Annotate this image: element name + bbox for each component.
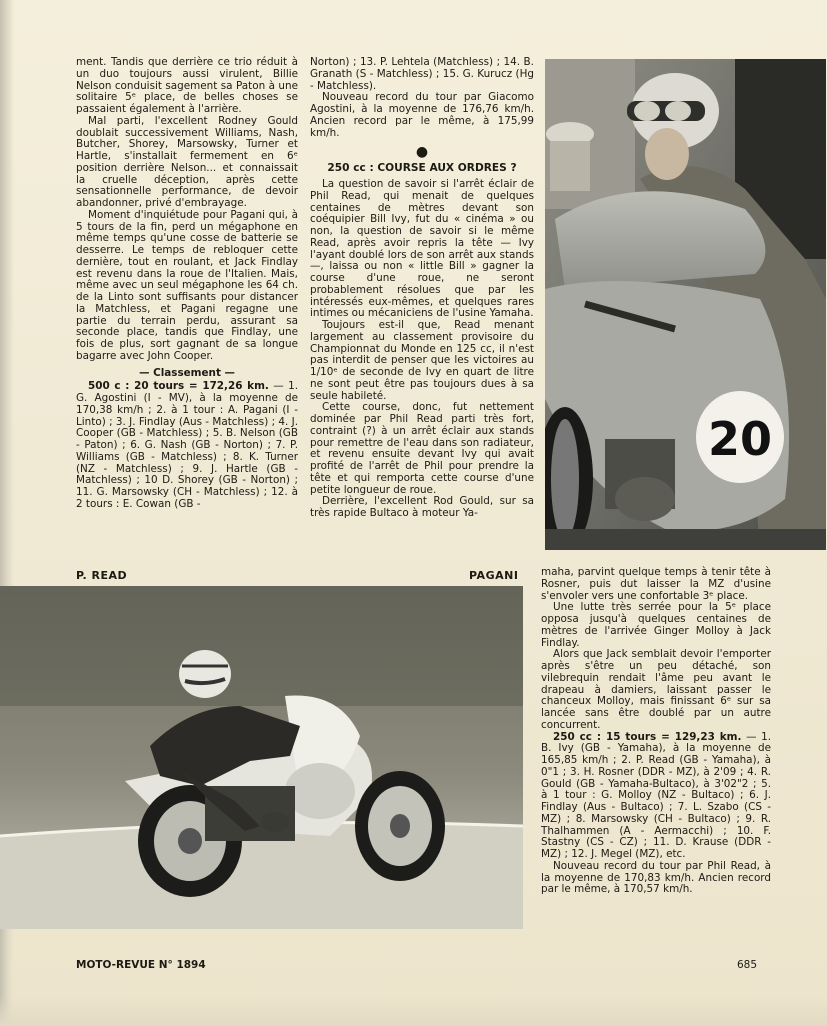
article-column-3: [541, 567, 771, 896]
photo-read: [0, 586, 523, 929]
paragraph: Cette course, donc, fut nettement dominée par Phil Read parti très fort, contraint (?) à un arrêt éclair aux stands pour remettre de l'eau dans son radiateur, et revenu ensuite devant Ivy qui avait profité de l'arrêt de Phil pour prendre la tête et qui remporta cette course d'une petite longueur de roue.: [310, 401, 534, 496]
article-column-1: [76, 57, 298, 511]
results-500: [76, 381, 298, 510]
fairing-number: 20: [707, 412, 773, 466]
photo-pagani-svg: [545, 59, 826, 550]
paragraph: Derrière, l'excellent Rod Gould, sur sa très rapide Bultaco à moteur Ya-: [310, 495, 534, 519]
page-bottom-edge: [0, 995, 827, 1026]
paragraph: Une lutte très serrée pour la 5ᵉ place opposa jusqu'à quelques centaines de mètres de l'arrivée Ginger Molloy à Jack Findlay.: [541, 601, 771, 649]
lap-record-250: Nouveau record du tour par Phil Read, à la moyenne de 170,83 km/h. Ancien record par le même, à 170,57 km/h.: [541, 859, 771, 896]
results-250-title: 250 cc : 15 tours = 129,23 km.: [553, 730, 742, 743]
lap-record-500: Nouveau record du tour par Giacomo Agostini, à la moyenne de 176,76 km/h. Ancien record par le même, à 175,99 km/h.: [310, 91, 534, 139]
results-500-continued: Norton) ; 13. P. Lehtela (Matchless) ; 14. B. Granath (S - Matchless) ; 15. G. Kurucz (Hg - Matchless).: [310, 56, 534, 92]
results-250: [541, 732, 771, 861]
classement-heading: — Classement —: [139, 366, 235, 379]
article-column-2: [310, 57, 534, 520]
section-heading-250: 250 cc : COURSE AUX ORDRES ?: [327, 162, 517, 175]
footer-page-number: 685: [737, 959, 758, 971]
photo-caption-read: P. READ: [76, 569, 128, 582]
results-500-body: — 1. G. Agostini (I - MV), à la moyenne de 170,38 km/h ; 2. à 1 tour : A. Pagani (I - Linto) ; 3. J. Findlay (Aus - Matchless) ; 4. J. Cooper (GB - Matchless) ; 5. B. Nelson (GB - Paton) ; 6. G. Nash (GB - Norton) ; 7. P. Williams (GB - Matchless) ; 8. K. Turner (NZ - Matchless) ; 9. J. Hartle (GB - Matchless) ; 10 D. Shorey (GB - Norton) ; 11. G. Marsowsky (CH - Matchless) ; 12. à 2 tours : E. Cowan (GB -: [76, 380, 298, 510]
paragraph: Alors que Jack semblait devoir l'emporter après s'être un peu détaché, son vilebrequin rendait l'âme peu avant le drapeau à damiers, laissant passer le chanceux Molloy, mais finissant 6ᵉ sur sa lancée sans être doublé par un autre concurrent.: [541, 648, 771, 731]
paragraph: ment. Tandis que derrière ce trio réduit à un duo toujours aussi virulent, Billie Nelson conduisit sagement sa Paton à une solitaire 5ᵉ place, de belles choses se passaient également à l'arrière.: [76, 56, 298, 115]
section-bullet: ●: [415, 144, 429, 161]
paragraph: Moment d'inquiétude pour Pagani qui, à 5 tours de la fin, perd un mégaphone en même temps qu'une cosse de batterie se desserre. Le temps de rebloquer cette dernière, tout en roulant, et Jack Findlay est revenu dans la roue de l'Italien. Mais, même avec un seul mégaphone les 64 ch. de la Linto sont suffisants pour distancer la Matchless, et Pagani regagne une partie du terrain perdu, assurant sa seconde place, tandis que Findlay, une fois de plus, sort gagnant de sa longue bagarre avec John Cooper.: [76, 208, 298, 362]
photo-caption-pagani: PAGANI: [469, 569, 519, 582]
photo-pagani: [545, 59, 826, 550]
results-250-body: — 1. B. Ivy (GB - Yamaha), à la moyenne de 165,85 km/h ; 2. P. Read (GB - Yamaha), à 0"1 ; 3. H. Rosner (DDR - MZ), à 2'09 ; 4. R. Gould (GB - Yamaha-Bultaco), à 3'02"2 ; 5. à 1 tour : G. Molloy (NZ - Bultaco) ; 6. J. Findlay (Aus - Bultaco) ; 7. L. Szabo (CS - MZ) ; 8. Marsowsky (CH - Bultaco) ; 9. R. Thalhammen (A - Aermacchi) ; 10. F. Stastny (CS - CZ) ; 11. D. Krause (DDR - MZ) ; 12. J. Megel (MZ), etc.: [541, 730, 771, 860]
footer-magazine-issue: MOTO-REVUE N° 1894: [76, 959, 206, 971]
results-500-title: 500 c : 20 tours = 172,26 km.: [88, 380, 269, 393]
paragraph: La question de savoir si l'arrêt éclair de Phil Read, qui menait de quelques centaines de mètres devant son coéquipier Bill Ivy, fut du « cinéma » ou non, la question de savoir si le même Read, après avoir repris la tête — Ivy l'ayant doublé lors de son arrêt aux stands —, laissa ou non « little Bill » gagner la course d'une roue, ne seront probablement résolues que par les intéressés eux-mêmes, et quelques rares intimes ou mécaniciens de l'usine Yamaha.: [310, 178, 534, 320]
paragraph: Mal parti, l'excellent Rodney Gould doublait successivement Williams, Nash, Butcher, Shorey, Marsowsky, Turner et Hartle, s'installait fermement en 6ᵉ position derrière Nelson... et connaissait la cruelle déception, après cette sensationnelle performance, de devoir abandonner, privé d'embrayage.: [76, 114, 298, 209]
photo-read-svg: [0, 586, 523, 929]
paragraph: maha, parvint quelque temps à tenir tête à Rosner, puis dut laisser la MZ d'usine s'envoler vers une confortable 3ᵉ place.: [541, 566, 771, 602]
paragraph: Toujours est-il que, Read menant largement au classement provisoire du Championnat du Monde en 125 cc, il n'est pas interdit de penser que les victoires au 1/10ᵉ de seconde de Ivy en quart de litre ne sont peut être pas toujours dues à sa seule habileté.: [310, 319, 534, 402]
